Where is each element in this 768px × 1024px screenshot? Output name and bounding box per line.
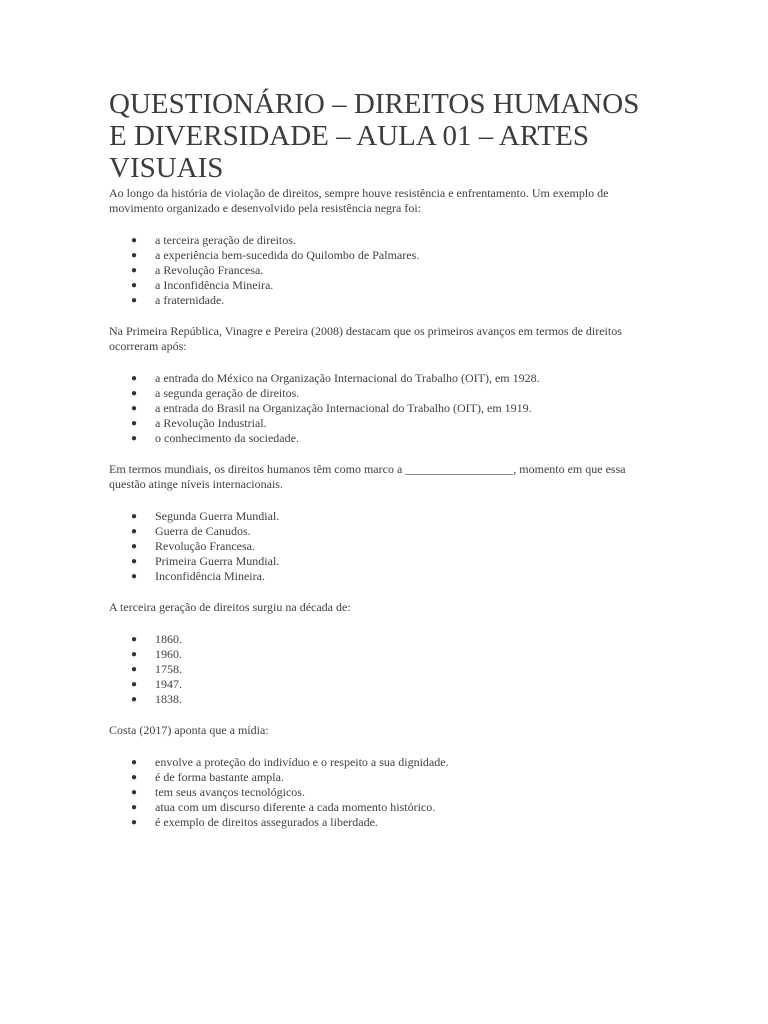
option-text: 1838. bbox=[155, 692, 182, 706]
question-text: Ao longo da história de violação de direitos, sempre houve resistência e enfrentamento. Um exemplo de movimento organizado e desenvolvido pela resistência negra foi: bbox=[109, 186, 609, 215]
option-item bbox=[109, 800, 649, 815]
option-list bbox=[109, 233, 649, 308]
question-text: Na Primeira República, Vinagre e Pereira (2008) destacam que os primeiros avanços em termos de direitos ocorreram após: bbox=[109, 324, 622, 353]
option-item bbox=[109, 569, 649, 584]
bullet-icon: ● bbox=[131, 649, 138, 660]
option-item bbox=[109, 785, 649, 800]
bullet-icon: ● bbox=[131, 280, 138, 291]
option-item bbox=[109, 401, 649, 416]
option-item bbox=[109, 815, 649, 830]
bullet-icon: ● bbox=[131, 526, 138, 537]
option-text: 1860. bbox=[155, 632, 182, 646]
bullet-icon: ● bbox=[131, 571, 138, 582]
option-text: a Revolução Francesa. bbox=[155, 263, 264, 277]
option-text: Segunda Guerra Mundial. bbox=[155, 509, 280, 523]
option-item bbox=[109, 770, 649, 785]
option-item bbox=[109, 692, 649, 707]
bullet-icon: ● bbox=[131, 664, 138, 675]
bullet-icon: ● bbox=[131, 295, 138, 306]
option-text: Revolução Francesa. bbox=[155, 539, 255, 553]
option-text: a Revolução Industrial. bbox=[155, 416, 267, 430]
option-item bbox=[109, 371, 649, 386]
bullet-icon: ● bbox=[131, 802, 138, 813]
option-text: a fraternidade. bbox=[155, 293, 225, 307]
bullet-icon: ● bbox=[131, 373, 138, 384]
bullet-icon: ● bbox=[131, 235, 138, 246]
option-text: 1960. bbox=[155, 647, 182, 661]
option-text: 1758. bbox=[155, 662, 182, 676]
bullet-icon: ● bbox=[131, 634, 138, 645]
bullet-icon: ● bbox=[131, 679, 138, 690]
option-text: é exemplo de direitos assegurados a liberdade. bbox=[155, 815, 378, 829]
option-item bbox=[109, 263, 649, 278]
option-text: a entrada do México na Organização Internacional do Trabalho (OIT), em 1928. bbox=[155, 371, 540, 385]
option-item bbox=[109, 677, 649, 692]
question-3 bbox=[109, 462, 649, 584]
question-4 bbox=[109, 600, 649, 707]
option-text: envolve a proteção do indivíduo e o respeito a sua dignidade. bbox=[155, 755, 449, 769]
question-5 bbox=[109, 723, 649, 830]
option-item bbox=[109, 509, 649, 524]
option-item bbox=[109, 416, 649, 431]
bullet-icon: ● bbox=[131, 433, 138, 444]
bullet-icon: ● bbox=[131, 757, 138, 768]
option-item bbox=[109, 662, 649, 677]
option-item bbox=[109, 632, 649, 647]
bullet-icon: ● bbox=[131, 403, 138, 414]
option-item bbox=[109, 293, 649, 308]
option-item bbox=[109, 248, 649, 263]
option-item bbox=[109, 755, 649, 770]
option-text: o conhecimento da sociedade. bbox=[155, 431, 299, 445]
question-text: Costa (2017) aponta que a mídia: bbox=[109, 723, 269, 737]
bullet-icon: ● bbox=[131, 265, 138, 276]
question-list bbox=[109, 186, 649, 830]
option-text: a segunda geração de direitos. bbox=[155, 386, 300, 400]
option-text: Guerra de Canudos. bbox=[155, 524, 251, 538]
bullet-icon: ● bbox=[131, 250, 138, 261]
bullet-icon: ● bbox=[131, 694, 138, 705]
document-page bbox=[109, 88, 649, 846]
option-item bbox=[109, 539, 649, 554]
bullet-icon: ● bbox=[131, 388, 138, 399]
option-text: a entrada do Brasil na Organização Internacional do Trabalho (OIT), em 1919. bbox=[155, 401, 532, 415]
option-text: é de forma bastante ampla. bbox=[155, 770, 284, 784]
question-text: Em termos mundiais, os direitos humanos têm como marco a __________________, momento em que essa questão atinge níveis internacionais. bbox=[109, 462, 626, 491]
question-text: A terceira geração de direitos surgiu na década de: bbox=[109, 600, 351, 614]
option-text: 1947. bbox=[155, 677, 182, 691]
bullet-icon: ● bbox=[131, 418, 138, 429]
option-text: Primeira Guerra Mundial. bbox=[155, 554, 280, 568]
bullet-icon: ● bbox=[131, 556, 138, 567]
bullet-icon: ● bbox=[131, 541, 138, 552]
option-item bbox=[109, 524, 649, 539]
option-list bbox=[109, 755, 649, 830]
bullet-icon: ● bbox=[131, 511, 138, 522]
bullet-icon: ● bbox=[131, 787, 138, 798]
option-text: a experiência bem-sucedida do Quilombo de Palmares. bbox=[155, 248, 420, 262]
option-item bbox=[109, 233, 649, 248]
option-text: Inconfidência Mineira. bbox=[155, 569, 265, 583]
option-text: atua com um discurso diferente a cada momento histórico. bbox=[155, 800, 436, 814]
option-item bbox=[109, 554, 649, 569]
question-2 bbox=[109, 324, 649, 446]
option-list bbox=[109, 371, 649, 446]
option-item bbox=[109, 647, 649, 662]
option-text: tem seus avanços tecnológicos. bbox=[155, 785, 305, 799]
option-text: a terceira geração de direitos. bbox=[155, 233, 296, 247]
bullet-icon: ● bbox=[131, 772, 138, 783]
option-item bbox=[109, 278, 649, 293]
option-item bbox=[109, 431, 649, 446]
bullet-icon: ● bbox=[131, 817, 138, 828]
option-item bbox=[109, 386, 649, 401]
option-list bbox=[109, 509, 649, 584]
option-text: a Inconfidência Mineira. bbox=[155, 278, 274, 292]
option-list bbox=[109, 632, 649, 707]
question-1 bbox=[109, 186, 649, 308]
document-title: QUESTIONÁRIO – DIREITOS HUMANOS E DIVERSIDADE – AULA 01 – ARTES VISUAIS bbox=[109, 88, 640, 184]
